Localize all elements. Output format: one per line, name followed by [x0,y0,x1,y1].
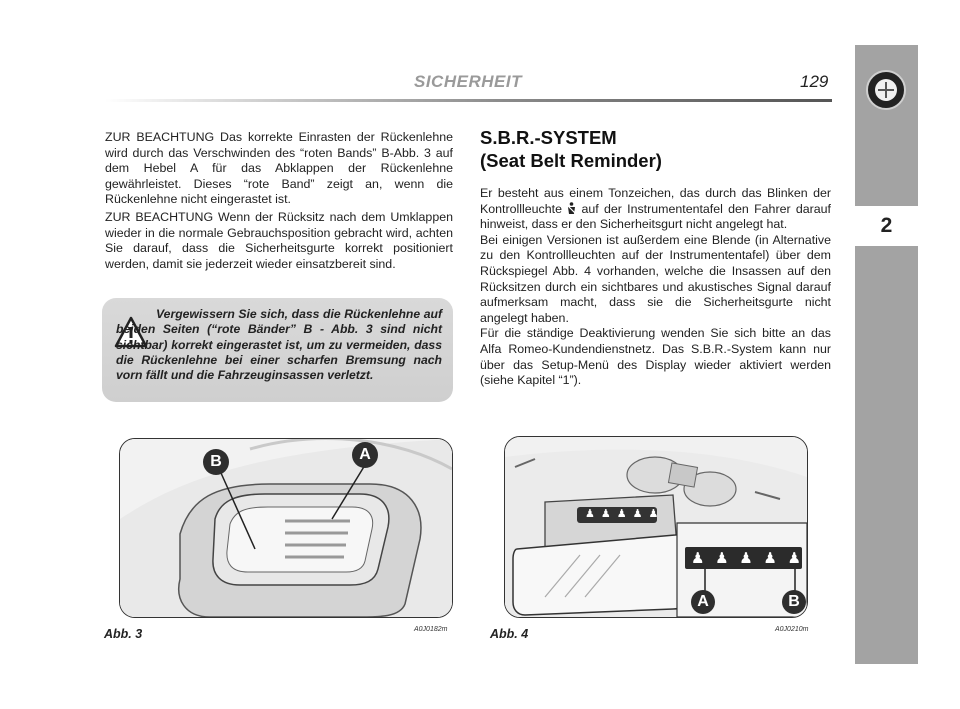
zoom-warning-lights [691,549,801,567]
header-rule [105,99,832,102]
figure-4-caption: Abb. 4 [490,627,529,641]
figure-3-label-a: A [352,442,378,468]
sbr-paragraph-3: Für die ständige Deaktivierung wenden Sie sich bitte an das Alfa Romeo-Kundendienstnetz. Das S.B.R.-System kann nur über das Setup-Menü des Display wieder aktiviert werden (siehe Kapitel “1”). [480,326,831,388]
sbr-paragraph-2: Bei einigen Versionen ist außerdem eine Blende (in Alternative zu den Kontrollleuchten auf der Instrumententafel) über dem Rückspiegel Abb. 4 vorhanden, welche die Insassen auf den Rücksitzen durch ein sichtbares und akustisches Signal darauf aufmerksam macht, dass sie die Sicherheitsgurte nicht angelegt haben. [480,232,831,325]
seat-belt-icon: ♟ [763,550,777,567]
figure-3-caption: Abb. 3 [104,627,143,641]
figure-3-code: A0J0182m [414,626,448,633]
note-paragraph-1: ZUR BEACHTUNG Das korrekte Einrasten der Rückenlehne wird durch das Verschwinden des “roten Bands” B-Abb. 3 auf dem Hebel A für das Abklappen der Rückenlehne gewährleistet. Dieses “rote Band” zeigt an, wenn die Rückenlehne nicht eingerastet ist. [105,130,453,207]
mirror-warning-lights [585,507,658,520]
figure-3-label-b: B [203,449,229,475]
seat-belt-icon: ♟ [616,508,627,520]
seat-belt-icon: ♟ [787,550,801,567]
chapter-number: 2 [880,214,893,237]
seat-belt-icon [567,202,576,214]
seat-belt-icon: ♟ [715,550,729,567]
seat-belt-icon: ♟ [648,508,659,520]
sbr-description [480,186,831,389]
page-header-title: SICHERHEIT [414,72,522,91]
seat-belt-icon: ♟ [600,508,611,520]
chapter-side-band [855,45,918,664]
note-paragraph-2: ZUR BEACHTUNG Wenn der Rücksitz nach dem Umklappen wieder in die normale Gebrauchsposition gebracht wird, achten Sie darauf, dass die Sicherheitsgurte korrekt positioniert werden, damit sie jederzeit wieder einsatzbereit sind. [105,210,453,271]
figure-4-label-b: B [782,590,806,614]
section-title-line-1: S.B.R.-SYSTEM [480,127,617,148]
figure-4-label-a: A [691,590,715,614]
seat-belt-icon: ♟ [691,550,705,567]
seat-belt-icon: ♟ [739,550,753,567]
figure-4-code: A0J0210m [775,626,809,633]
alfa-romeo-logo-icon [866,70,906,110]
warning-text: Vergewissern Sie sich, dass die Rückenlehne auf beiden Seiten (“rote Bänder” B - Abb. 3 sind nicht sichtbar) korrekt eingerastet ist, um zu vermeiden, dass die Rückenlehne bei einer scharfen Bremsung nach vorn fällt und die Fahrzeuginsassen verletzt. [116,307,442,383]
seat-belt-icon: ♟ [632,508,643,520]
figure-3-image [119,438,453,618]
section-title [480,126,662,172]
sbr-paragraph-1b: auf der Instrumententafel den Fahrer darauf hinweist, dass er den Sicherheitsgurt nicht angelegt hat. [480,201,831,232]
page-number: 129 [800,72,829,91]
seat-belt-icon: ♟ [585,508,595,520]
figure-4-image [504,436,808,618]
sbr-paragraph-1a: Er besteht aus einem Tonzeichen, das durch das Blinken der Kontrollleuchte [480,186,831,216]
section-title-line-2: (Seat Belt Reminder) [480,150,662,171]
